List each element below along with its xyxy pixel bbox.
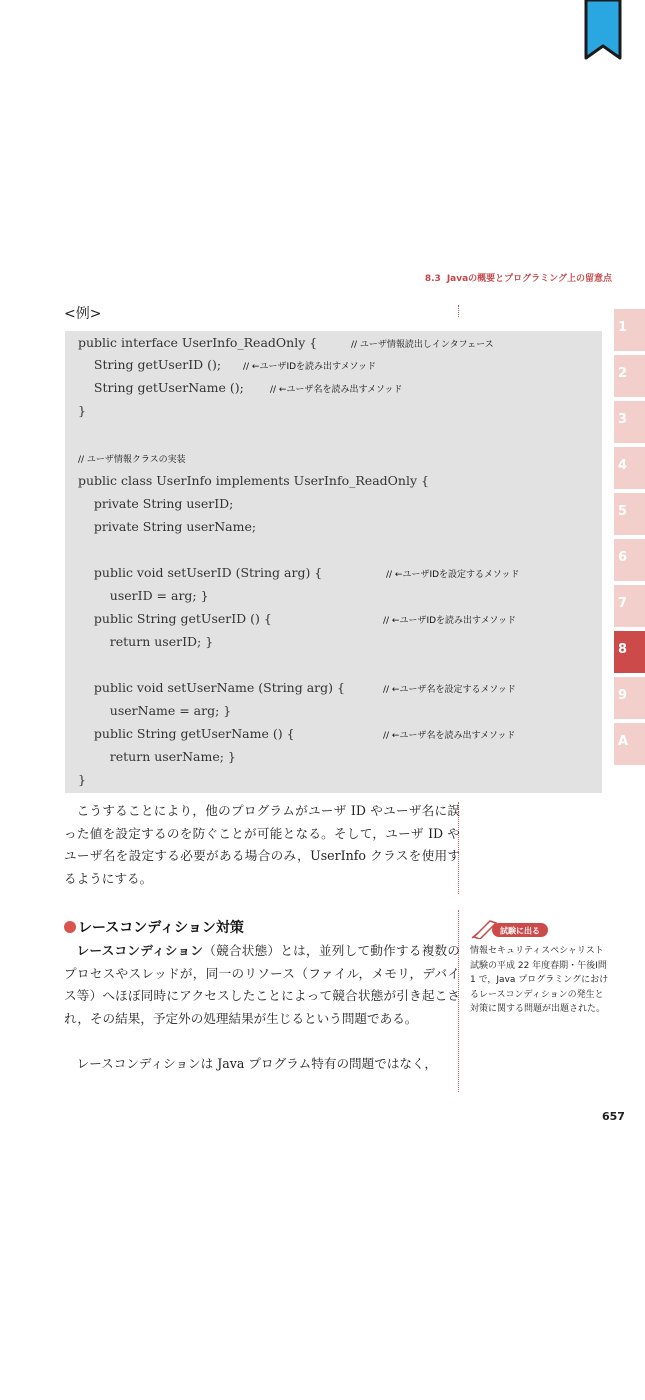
code-line: } (78, 403, 86, 418)
page-number: 657 (602, 1110, 625, 1123)
chapter-tab-7[interactable]: 7 (614, 585, 645, 627)
code-comment: // ユーザ情報クラスの実装 (78, 455, 186, 465)
body-paragraph: レースコンディションは Java プログラム特有の問題ではなく， (76, 1056, 437, 1071)
code-line: String getUserID (); (78, 357, 222, 372)
code-line: userID = arg; } (78, 588, 209, 603)
chapter-tab-1[interactable]: 1 (614, 309, 645, 351)
code-comment: // ←ユーザIDを設定するメソッド (386, 570, 520, 580)
code-line: } (78, 772, 86, 787)
chapter-tab-4[interactable]: 4 (614, 447, 645, 489)
exam-badge-label: 試験に出る (500, 926, 540, 936)
code-comment: // ←ユーザIDを読み出すメソッド (243, 362, 376, 372)
code-comment: // ←ユーザ名を設定するメソッド (383, 685, 516, 695)
running-header (425, 271, 612, 284)
code-line: public void setUserID (String arg) { (78, 565, 323, 580)
code-line: return userID; } (78, 634, 214, 649)
code-line: String getUserName (); (78, 380, 244, 395)
code-line: private String userName; (78, 519, 257, 534)
header-section-number: 8.3 (424, 274, 441, 284)
chapter-tab-5[interactable]: 5 (614, 493, 645, 535)
code-line: private String userID; (78, 496, 234, 511)
exam-badge (470, 917, 550, 939)
chapter-tabs (614, 309, 645, 769)
body-paragraph: こうすることにより，他のプログラムがユーザ ID やユーザ名に誤った値を設定するのを防ぐことが可能となる。そして，ユーザ ID やユーザ名を設定する必要がある場合のみ，UserInfo クラスを使用するようにする。 (64, 803, 460, 886)
race-lead-term: レースコンディション (76, 943, 204, 958)
race-lead: レースコンディション（競合状態）とは，並列して動作する複数のプロセスやスレッドが，同一のリソース（ファイル，メモリ，デバイス等）へほぼ同時にアクセスしたことによって競合状態が引き起こされ，その結果，予定外の処理結果が生じるという問題である。 (64, 943, 460, 1026)
example-label: <例> (64, 306, 102, 322)
chapter-tab-8[interactable]: 8 (614, 631, 645, 673)
code-comment: // ←ユーザ名を読み出すメソッド (383, 731, 516, 741)
code-line: userName = arg; } (78, 703, 232, 718)
section-heading (64, 917, 244, 937)
body-paragraph (64, 940, 460, 1030)
code-comment: // ユーザ情報読出しインタフェース (351, 340, 494, 350)
code-comment: // ←ユーザ名を読み出すメソッド (270, 385, 403, 395)
bullet-dot-icon (64, 921, 76, 933)
bookmark-icon[interactable] (584, 0, 622, 62)
sidebar-note: 情報セキュリティスペシャリスト試験の平成 22 年度春期・午後Ⅰ問 1 で，Java プログラミングにおけるレースコンディションの発生と対策に関する問題が出題された。 (470, 946, 609, 1014)
chapter-tab-a[interactable]: A (614, 723, 645, 765)
section-title: レースコンディション対策 (78, 920, 244, 936)
code-line: public interface UserInfo_ReadOnly { (78, 335, 318, 350)
chapter-tab-9[interactable]: 9 (614, 677, 645, 719)
code-listing (65, 331, 602, 793)
code-comment: // ←ユーザIDを読み出すメソッド (383, 616, 516, 626)
chapter-tab-6[interactable]: 6 (614, 539, 645, 581)
code-line: return userName; } (78, 749, 236, 764)
chapter-tab-3[interactable]: 3 (614, 401, 645, 443)
code-line: public void setUserName (String arg) { (78, 680, 345, 695)
chapter-tab-2[interactable]: 2 (614, 355, 645, 397)
header-section-title: Javaの概要とプログラミング上の留意点 (446, 274, 612, 284)
margin-divider-top (458, 305, 459, 317)
code-line: public class UserInfo implements UserInfo_ReadOnly { (78, 473, 429, 488)
code-line: public String getUserName () { (78, 726, 295, 741)
code-line: public String getUserID () { (78, 611, 272, 626)
